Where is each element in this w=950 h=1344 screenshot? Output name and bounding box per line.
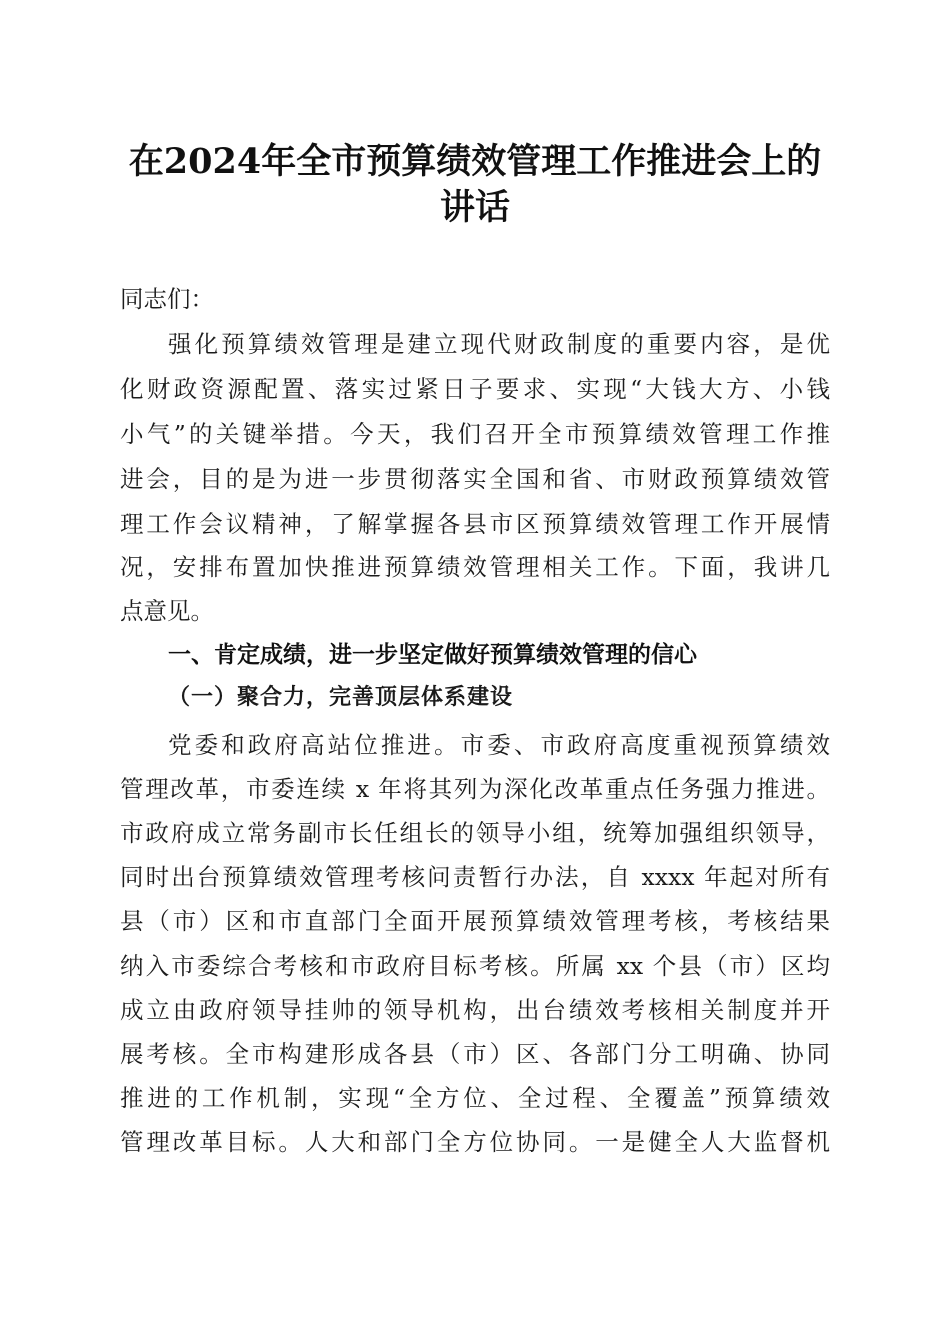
section-line: 管理改革，市委连续 x 年将其列为深化改革重点任务强力推进。 xyxy=(120,775,830,803)
intro-line: 进会，目的是为进一步贯彻落实全国和省、市财政预算绩效管 xyxy=(120,465,830,493)
section-line: 管理改革目标。人大和部门全方位协同。一是健全人大监督机 xyxy=(120,1128,830,1156)
salutation: 同志们： xyxy=(120,285,214,313)
section-line: 纳入市委综合考核和市政府目标考核。所属 xx 个县（市）区均 xyxy=(120,952,830,980)
section-line: 展考核。全市构建形成各县（市）区、各部门分工明确、协同 xyxy=(120,1040,830,1068)
subsection-heading-1-1: （一）聚合力，完善顶层体系建设 xyxy=(168,684,514,710)
section-line: 党委和政府高站位推进。市委、市政府高度重视预算绩效 xyxy=(168,731,830,759)
intro-line: 点意见。 xyxy=(120,597,214,625)
document-title-line-1: 在2024年全市预算绩效管理工作推进会上的 xyxy=(128,141,822,182)
intro-line: 理工作会议精神，了解掌握各县市区预算绩效管理工作开展情 xyxy=(120,510,830,538)
section-line: 推进的工作机制，实现“全方位、全过程、全覆盖”预算绩效 xyxy=(120,1084,830,1112)
document-title-line-2: 讲话 xyxy=(439,187,510,228)
section-heading-1: 一、肯定成绩，进一步坚定做好预算绩效管理的信心 xyxy=(168,642,697,668)
section-line: 成立由政府领导挂帅的领导机构，出台绩效考核相关制度并开 xyxy=(120,996,830,1024)
intro-line: 小气”的关键举措。今天，我们召开全市预算绩效管理工作推 xyxy=(120,420,830,448)
intro-line: 化财政资源配置、落实过紧日子要求、实现“大钱大方、小钱 xyxy=(120,375,830,403)
section-line: 市政府成立常务副市长任组长的领导小组，统筹加强组织领导， xyxy=(120,819,830,847)
section-line: 同时出台预算绩效管理考核问责暂行办法，自 xxxx 年起对所有 xyxy=(120,863,830,891)
intro-line: 况，安排布置加快推进预算绩效管理相关工作。下面，我讲几 xyxy=(120,553,830,581)
section-line: 县（市）区和市直部门全面开展预算绩效管理考核，考核结果 xyxy=(120,907,830,935)
intro-line: 强化预算绩效管理是建立现代财政制度的重要内容，是优 xyxy=(168,330,830,358)
